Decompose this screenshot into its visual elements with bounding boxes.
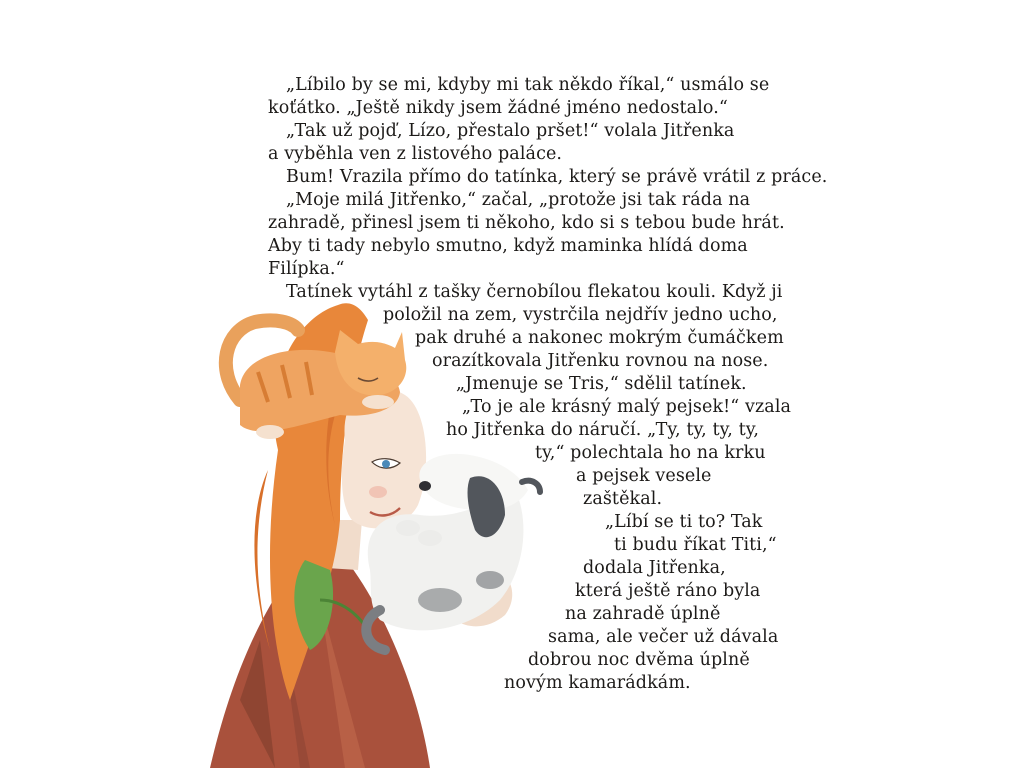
story-line: která ještě ráno byla <box>575 581 761 601</box>
story-line: „Moje milá Jitřenko,“ začal, „protože jsi tak ráda na <box>286 190 751 210</box>
story-line: pak druhé a nakonec mokrým čumáčkem <box>415 328 784 348</box>
story-line: orazítkovala Jitřenku rovnou na nose. <box>432 351 769 371</box>
story-line: ti budu říkat Titi,“ <box>614 535 777 555</box>
story-line: a pejsek vesele <box>576 466 712 486</box>
story-line: Filípka.“ <box>268 259 345 279</box>
story-line: sama, ale večer už dávala <box>548 627 779 647</box>
story-line: ty,“ polechtala ho na krku <box>535 443 766 463</box>
story-line: „Líbilo by se mi, kdyby mi tak někdo říkal,“ usmálo se <box>286 75 770 95</box>
story-line: Bum! Vrazila přímo do tatínka, který se právě vrátil z práce. <box>286 167 828 187</box>
story-line: zaštěkal. <box>583 489 663 509</box>
story-line: zahradě, přinesl jsem ti někoho, kdo si s tebou bude hrát. <box>268 213 785 233</box>
story-line: na zahradě úplně <box>565 604 721 624</box>
story-line: a vyběhla ven z listového paláce. <box>268 144 563 164</box>
story-line: dodala Jitřenka, <box>583 558 726 578</box>
story-line: položil na zem, vystrčila nejdřív jedno ucho, <box>383 305 778 325</box>
story-line: „To je ale krásný malý pejsek!“ vzala <box>462 397 792 417</box>
story-line: ho Jitřenka do náručí. „Ty, ty, ty, ty, <box>446 420 760 440</box>
story-line: „Jmenuje se Tris,“ sdělil tatínek. <box>456 374 747 394</box>
story-line: koťátko. „Ještě nikdy jsem žádné jméno nedostalo.“ <box>268 98 728 118</box>
story-line: novým kamarádkám. <box>504 673 691 693</box>
story-line: Aby ti tady nebylo smutno, když maminka hlídá doma <box>268 236 748 256</box>
story-line: „Líbí se ti to? Tak <box>605 512 763 532</box>
story-line: „Tak už pojď, Lízo, přestalo pršet!“ volala Jitřenka <box>286 121 735 141</box>
story-line: dobrou noc dvěma úplně <box>528 650 750 670</box>
story-line: Tatínek vytáhl z tašky černobílou flekatou kouli. Když ji <box>286 282 783 302</box>
